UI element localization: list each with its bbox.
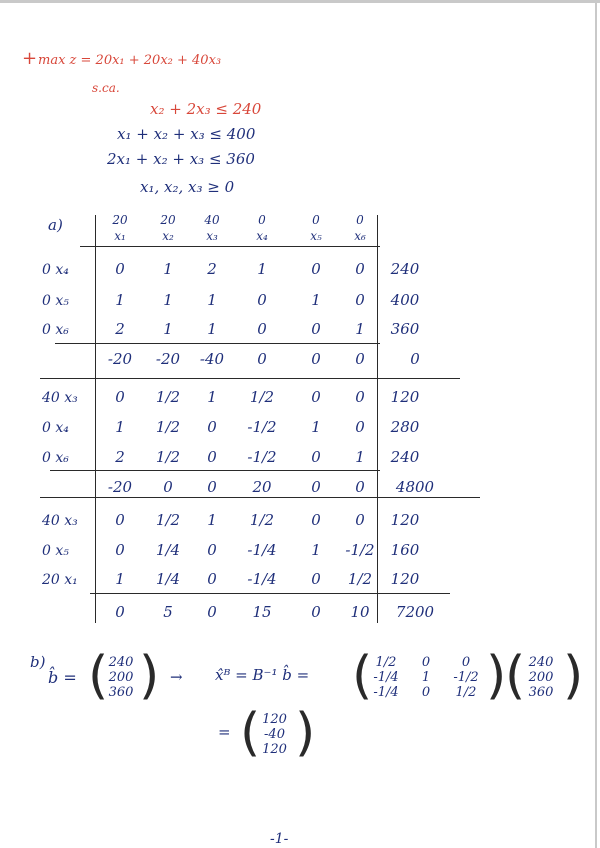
page-number: -1- — [270, 831, 289, 847]
constraint-1: x₂ + 2x₃ ≤ 240 — [150, 100, 262, 118]
left-paren: ( — [240, 703, 261, 763]
variable-header: x₁ — [114, 229, 126, 243]
nonnegativity: x₁, x₂, x₃ ≥ 0 — [140, 178, 235, 196]
tableau-cell: 1/2 — [249, 511, 275, 529]
tableau-cell: 0 — [115, 541, 125, 559]
basis-label: 40 x₃ — [42, 513, 78, 529]
tableau-cell: 0 — [355, 291, 365, 309]
reduced-cost-cell: 0 — [207, 478, 217, 496]
tableau-cell: -1/2 — [247, 418, 277, 436]
result-entry: 120 — [262, 742, 287, 757]
subject-to-label: s.ca. — [92, 81, 120, 95]
reduced-cost-cell: 0 — [163, 478, 173, 496]
tableau-cell: 1/2 — [249, 388, 275, 406]
b-hat-entry: 240 — [108, 655, 134, 670]
b-inverse-entry: -1/2 — [453, 670, 479, 685]
b-hat-entry: 360 — [108, 685, 134, 700]
tableau-cell: 0 — [257, 320, 267, 338]
reduced-cost-cell: 0 — [355, 478, 365, 496]
tableau-zrow-rule-1 — [55, 343, 380, 344]
tableau-zrow-rule-2 — [50, 470, 380, 471]
variable-header: x₅ — [310, 229, 322, 243]
rhs-cell: 240 — [390, 260, 420, 278]
tableau-cell: 1 — [207, 388, 217, 406]
scan-edge-top — [0, 0, 600, 3]
basis-label: 0 x₅ — [42, 543, 69, 559]
reduced-cost-cell: -40 — [199, 350, 225, 368]
b-inverse-entry: 0 — [421, 685, 431, 700]
reduced-cost-cell: 0 — [311, 478, 321, 496]
left-paren: ( — [505, 646, 526, 706]
tableau-cell: 1 — [163, 291, 173, 309]
reduced-cost-cell: -20 — [155, 350, 181, 368]
tableau-cell: -1/4 — [247, 541, 277, 559]
rhs-cell: 280 — [390, 418, 420, 436]
tableau-cell: 1/2 — [155, 511, 181, 529]
tableau-cell: -1/4 — [247, 570, 277, 588]
tableau-cell: 0 — [355, 511, 365, 529]
basis-label: 0 x₆ — [42, 450, 69, 466]
b-vector — [517, 655, 565, 700]
b-hat-vector — [100, 655, 142, 700]
tableau-cell: 1 — [355, 320, 365, 338]
tableau-cell: 0 — [355, 388, 365, 406]
basis-label: 40 x₃ — [42, 390, 78, 406]
basis-label: 0 x₄ — [42, 420, 69, 436]
b-inverse-entry: 1/2 — [375, 655, 397, 670]
b-hat-label: b̂ = — [48, 668, 77, 687]
tableau-cell: 1/2 — [155, 418, 181, 436]
cost-coefficient: 0 — [356, 213, 364, 227]
tableau-cell: 1 — [207, 511, 217, 529]
objective-function: max z = 20x₁ + 20x₂ + 40x₃ — [38, 53, 222, 68]
tableau-cell: 0 — [207, 418, 217, 436]
tableau-cell: 1 — [257, 260, 267, 278]
reduced-cost-cell: 0 — [311, 350, 321, 368]
rhs-cell: 120 — [390, 570, 420, 588]
cost-coefficient: 20 — [160, 213, 176, 227]
b-hat-entry: 200 — [108, 670, 134, 685]
part-a-label: a) — [48, 216, 63, 234]
reduced-cost-cell: 0 — [355, 350, 365, 368]
variable-header: x₄ — [256, 229, 268, 243]
cost-coefficient: 0 — [258, 213, 266, 227]
tableau-cell: 0 — [311, 511, 321, 529]
objective-value-cell: 0 — [410, 350, 420, 368]
tableau-cell: 0 — [115, 511, 125, 529]
constraint-2: x₁ + x₂ + x₃ ≤ 400 — [117, 125, 256, 143]
tableau-cell: 0 — [207, 448, 217, 466]
tableau-cell: 1/2 — [347, 570, 373, 588]
variable-header: x₂ — [162, 229, 174, 243]
rhs-cell: 240 — [390, 448, 420, 466]
reduced-cost-cell: 0 — [311, 603, 321, 621]
b-inverse-entry: 1 — [421, 670, 431, 685]
objective-value-cell: 4800 — [395, 478, 435, 496]
b-vector-entry: 240 — [528, 655, 554, 670]
tableau-cell: 1 — [311, 541, 321, 559]
tableau-cell: 1 — [311, 291, 321, 309]
reduced-cost-cell: -20 — [107, 350, 133, 368]
basis-label: 0 x₅ — [42, 293, 69, 309]
right-paren: ) — [139, 646, 160, 706]
rhs-cell: 400 — [390, 291, 420, 309]
basis-label: 0 x₆ — [42, 322, 69, 338]
tableau-cell: -1/2 — [345, 541, 375, 559]
reduced-cost-cell: -20 — [107, 478, 133, 496]
tableau-cell: 0 — [311, 388, 321, 406]
reduced-cost-cell: 0 — [207, 603, 217, 621]
left-paren: ( — [88, 646, 109, 706]
constraint-3: 2x₁ + x₂ + x₃ ≤ 360 — [107, 150, 255, 168]
tableau-cell: 1 — [207, 291, 217, 309]
b-inverse-entry: -1/4 — [373, 685, 399, 700]
tableau-rhs-rule — [377, 215, 378, 623]
tableau-zrow-rule-3 — [90, 593, 450, 594]
result-entry: 120 — [262, 712, 287, 727]
reduced-cost-cell: 10 — [350, 603, 370, 621]
tableau-cell: 1 — [311, 418, 321, 436]
tableau-cell: 0 — [257, 291, 267, 309]
cost-coefficient: 40 — [204, 213, 220, 227]
right-paren: ) — [563, 646, 584, 706]
scan-edge-right — [595, 0, 597, 848]
b-inverse-entry: 0 — [461, 655, 471, 670]
rhs-cell: 160 — [390, 541, 420, 559]
tableau-cell: 0 — [207, 570, 217, 588]
reduced-cost-cell: 0 — [115, 603, 125, 621]
tableau-cell: 2 — [115, 320, 125, 338]
reduced-cost-cell: 15 — [252, 603, 272, 621]
tableau-cell: 1/4 — [155, 570, 181, 588]
tableau-cell: 0 — [207, 541, 217, 559]
tableau-cell: 0 — [355, 418, 365, 436]
tableau-cell: 1 — [355, 448, 365, 466]
tableau-cell: 0 — [355, 260, 365, 278]
rhs-cell: 120 — [390, 511, 420, 529]
tableau-left-rule — [95, 215, 96, 623]
tableau-block-rule-1 — [40, 378, 460, 379]
reduced-cost-cell: 0 — [257, 350, 267, 368]
tableau-cell: 1 — [163, 260, 173, 278]
basis-label: 20 x₁ — [42, 572, 78, 588]
tableau-cell: 1 — [115, 291, 125, 309]
left-paren: ( — [352, 646, 373, 706]
tableau-cell: 0 — [115, 260, 125, 278]
b-inverse-entry: 0 — [421, 655, 431, 670]
result-vector — [252, 712, 297, 757]
part-b-label: b) — [30, 653, 46, 671]
tableau-cell: 0 — [311, 448, 321, 466]
tableau-cell: 1/4 — [155, 541, 181, 559]
rhs-cell: 120 — [390, 388, 420, 406]
tableau-header-rule — [80, 246, 380, 247]
tableau-cell: 0 — [311, 260, 321, 278]
reduced-cost-cell: 20 — [252, 478, 272, 496]
tableau-cell: 0 — [115, 388, 125, 406]
tableau-cell: 1 — [207, 320, 217, 338]
cost-coefficient: 20 — [112, 213, 128, 227]
rhs-cell: 360 — [390, 320, 420, 338]
tableau-cell: 1 — [163, 320, 173, 338]
tableau-cell: -1/2 — [247, 448, 277, 466]
objective-value-cell: 7200 — [395, 603, 435, 621]
tableau-block-rule-2 — [40, 497, 480, 498]
variable-header: x₆ — [354, 229, 366, 243]
reduced-cost-cell: 5 — [163, 603, 173, 621]
plus-mark: + — [22, 48, 38, 69]
result-entry: -40 — [264, 727, 285, 742]
right-paren: ) — [295, 703, 316, 763]
arrow: → — [170, 668, 183, 686]
basis-label: 0 x₄ — [42, 262, 69, 278]
b-inverse-entry: -1/4 — [373, 670, 399, 685]
tableau-cell: 2 — [207, 260, 217, 278]
tableau-cell: 1 — [115, 570, 125, 588]
tableau-cell: 1 — [115, 418, 125, 436]
tableau-cell: 2 — [115, 448, 125, 466]
right-paren: ) — [486, 646, 507, 706]
x-b-formula-label: x̂ᴮ = B⁻¹ b̂ = — [215, 666, 310, 684]
tableau-cell: 1/2 — [155, 388, 181, 406]
b-inverse-matrix — [366, 655, 486, 700]
tableau-cell: 0 — [311, 570, 321, 588]
tableau-cell: 0 — [311, 320, 321, 338]
equals-sign: = — [218, 723, 231, 741]
variable-header: x₃ — [206, 229, 218, 243]
b-vector-entry: 360 — [528, 685, 554, 700]
b-inverse-entry: 1/2 — [455, 685, 477, 700]
cost-coefficient: 0 — [312, 213, 320, 227]
tableau-cell: 1/2 — [155, 448, 181, 466]
b-vector-entry: 200 — [528, 670, 554, 685]
